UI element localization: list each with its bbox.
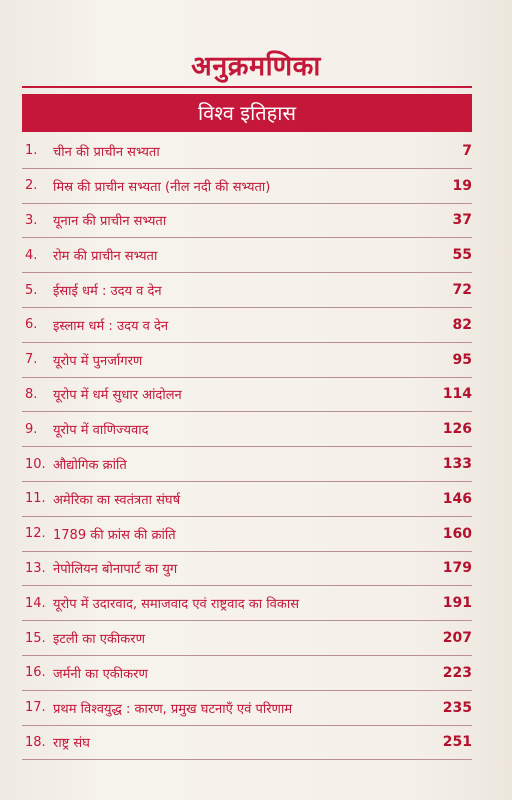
page-number: 19 [452, 177, 472, 194]
chapter-title: चीन की प्राचीन सभ्यता [53, 144, 160, 160]
table-of-contents [22, 134, 472, 760]
toc-row[interactable] [22, 238, 472, 273]
chapter-title: इटली का एकीकरण [53, 632, 145, 648]
toc-row[interactable] [22, 378, 472, 413]
page-number: 126 [442, 421, 472, 438]
page-number: 207 [442, 630, 472, 647]
chapter-number: 13. [25, 560, 46, 576]
chapter-number: 17. [25, 700, 46, 716]
chapter-title: अमेरिका का स्वतंत्रता संघर्ष [53, 492, 181, 508]
page-number: 82 [452, 316, 472, 333]
chapter-title: नेपोलियन बोनापार्ट का युग [53, 562, 178, 578]
page-number: 55 [452, 247, 472, 264]
page-title: अनुक्रमणिका [191, 51, 321, 82]
chapter-title: यूरोप में पुनर्जागरण [53, 353, 143, 369]
chapter-number: 7. [25, 352, 38, 368]
chapter-number: 8. [25, 386, 38, 402]
toc-row[interactable] [22, 204, 472, 239]
page-number: 191 [442, 595, 472, 612]
toc-row[interactable] [22, 656, 472, 691]
page-number: 235 [442, 699, 472, 716]
toc-row[interactable] [22, 482, 472, 517]
chapter-number: 11. [25, 491, 46, 507]
chapter-number: 16. [25, 665, 46, 681]
page-number: 37 [452, 212, 472, 229]
chapter-number: 15. [25, 630, 46, 646]
page-number: 133 [442, 456, 472, 473]
title-underline [22, 86, 472, 88]
chapter-title: यूरोप में वाणिज्यवाद [53, 423, 149, 439]
chapter-number: 14. [25, 595, 46, 611]
page-number: 223 [442, 664, 472, 681]
toc-row[interactable] [22, 343, 472, 378]
chapter-title: ईसाई धर्म : उदय व देन [53, 284, 162, 300]
chapter-number: 1. [25, 143, 38, 159]
chapter-title: रोम की प्राचीन सभ्यता [53, 249, 158, 265]
chapter-title: औद्योगिक क्रांति [53, 458, 127, 474]
toc-row[interactable] [22, 691, 472, 726]
chapter-number: 12. [25, 526, 46, 542]
page-number: 160 [442, 525, 472, 542]
toc-row[interactable] [22, 517, 472, 552]
toc-row[interactable] [22, 169, 472, 204]
page-number: 146 [442, 490, 472, 507]
chapter-title: प्रथम विश्वयुद्ध : कारण, प्रमुख घटनाएँ एवं परिणाम [53, 701, 293, 717]
chapter-title: यूनान की प्राचीन सभ्यता [53, 214, 167, 230]
toc-row[interactable] [22, 552, 472, 587]
chapter-title: मिस्र की प्राचीन सभ्यता (नील नदी की सभ्यता) [53, 179, 271, 195]
chapter-title: 1789 की फ्रांस की क्रांति [53, 527, 176, 543]
chapter-number: 9. [25, 421, 38, 437]
page-number: 179 [442, 560, 472, 577]
toc-row[interactable] [22, 273, 472, 308]
chapter-number: 3. [25, 212, 38, 228]
toc-row[interactable] [22, 412, 472, 447]
chapter-title: इस्लाम धर्म : उदय व देन [53, 318, 169, 334]
page-number: 7 [462, 142, 472, 159]
chapter-title: जर्मनी का एकीकरण [53, 666, 148, 682]
toc-row[interactable] [22, 586, 472, 621]
page-number: 95 [452, 351, 472, 368]
chapter-title: यूरोप में धर्म सुधार आंदोलन [53, 388, 182, 404]
page-number: 251 [442, 734, 472, 751]
chapter-number: 6. [25, 317, 38, 333]
page-number: 114 [442, 386, 472, 403]
section-banner: विश्व इतिहास [22, 94, 472, 132]
chapter-number: 10. [25, 456, 46, 472]
chapter-number: 4. [25, 247, 38, 263]
chapter-title: राष्ट्र संघ [53, 736, 90, 752]
chapter-title: यूरोप में उदारवाद, समाजवाद एवं राष्ट्रवाद का विकास [53, 597, 299, 613]
toc-row[interactable] [22, 134, 472, 169]
chapter-number: 18. [25, 734, 46, 750]
toc-row[interactable] [22, 726, 472, 761]
toc-row[interactable] [22, 308, 472, 343]
toc-row[interactable] [22, 621, 472, 656]
page-number: 72 [452, 282, 472, 299]
toc-row[interactable] [22, 447, 472, 482]
chapter-number: 2. [25, 178, 38, 194]
chapter-number: 5. [25, 282, 38, 298]
